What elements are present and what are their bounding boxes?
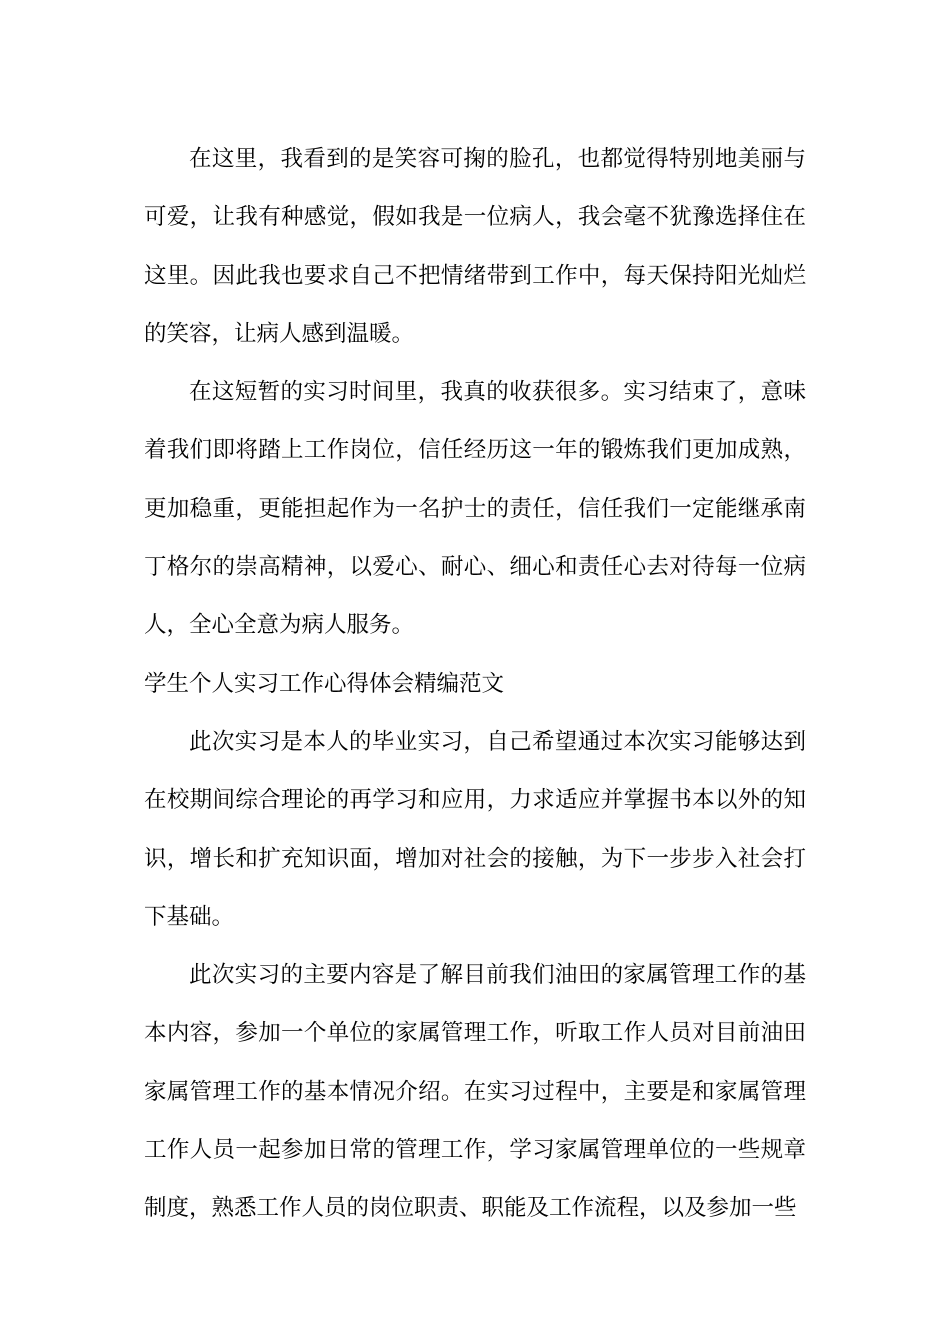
document-body [144, 130, 806, 1238]
paragraph-internship-content: 此次实习的主要内容是了解目前我们油田的家属管理工作的基本内容，参加一个单位的家属管理工作，听取工作人员对目前油田家属管理工作的基本情况介绍。在实习过程中，主要是和家属管理工作人员一起参加日常的管理工作，学习家属管理单位的一些规章制度，熟悉工作人员的岗位职责、职能及工作流程，以及参加一些 [144, 962, 806, 1222]
section-heading: 学生个人实习工作心得体会精编范文 [144, 670, 505, 697]
paragraph-smiling-faces: 在这里，我看到的是笑容可掬的脸孔，也都觉得特别地美丽与可爱，让我有种感觉，假如我是一位病人，我会毫不犹豫选择住在这里。因此我也要求自己不把情绪带到工作中，每天保持阳光灿烂的笑容，让病人感到温暖。 [144, 146, 806, 347]
paragraph-graduation-internship: 此次实习是本人的毕业实习，自己希望通过本次实习能够达到在校期间综合理论的再学习和应用，力求适应并掌握书本以外的知识，增长和扩充知识面，增加对社会的接触，为下一步步入社会打下基础。 [144, 728, 806, 930]
paragraph-internship-harvest: 在这短暂的实习时间里，我真的收获很多。实习结束了，意味着我们即将踏上工作岗位，信任经历这一年的锻炼我们更加成熟，更加稳重，更能担起作为一名护士的责任，信任我们一定能继承南丁格尔的崇高精神，以爱心、耐心、细心和责任心去对待每一位病人，全心全意为病人服务。 [144, 379, 806, 639]
